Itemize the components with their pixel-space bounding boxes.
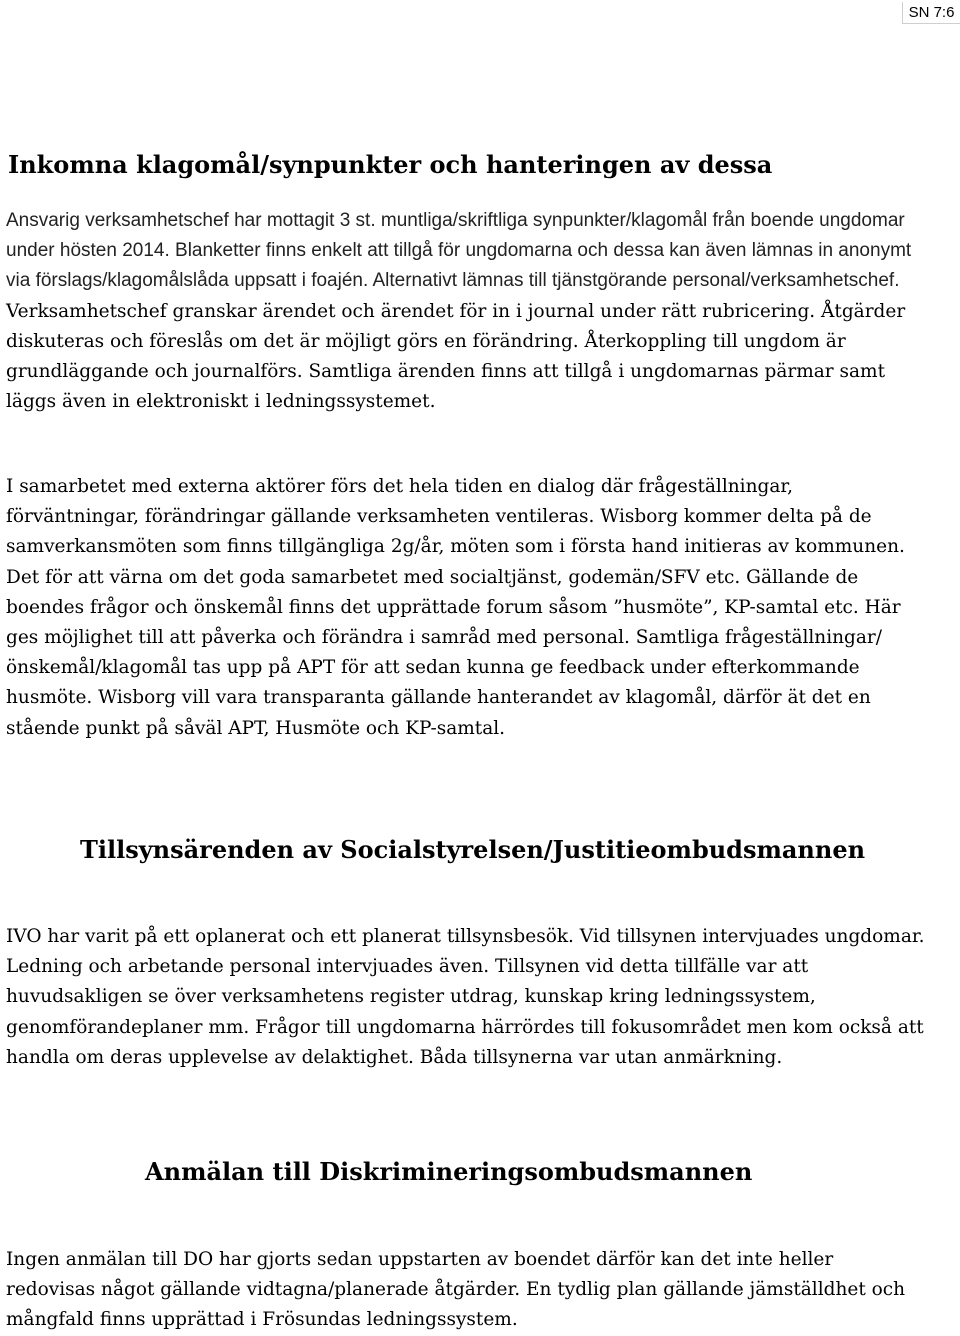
section-heading-discrimination: Anmälan till Diskrimineringsombudsmannen [145, 1157, 753, 1186]
paragraph-external-collaboration: I samarbetet med externa aktörer förs det hela tiden en dialog där frågeställningar, förväntningar, förändringar gällande verksamheten ventileras. Wisborg kommer delta på de samverkansmöten som finns tillgängliga 2g/år, möten som i första hand initieras av kommunen. Det för att värna om det goda samarbetet med socialtjänst, godemän/SFV etc. Gällande de boendes frågor och önskemål finns det upprättade forum såsom ”husmöte”, KP-samtal etc. Här ges möjlighet till att påverka och förändra i samråd med personal. Samtliga frågeställningar/önskemål/klagomål tas upp på APT för att sedan kunna ge feedback under efterkommande husmöte. Wisborg vill vara transparanta gällande hanterandet av klagomål, därför ät det en stående punkt på såväl APT, Husmöte och KP-samtal. [6, 476, 905, 739]
paragraph-ivo-supervision: IVO har varit på ett oplanerat och ett planerat tillsynsbesök. Vid tillsynen intervjuades ungdomar. Ledning och arbetande personal intervjuades även. Tillsynen vid detta tillfälle var att huvudsakligen se över verksamhetens register utdrag, kunskap kring ledningssystem, genomförandeplaner mm. Frågor till ungdomarna härrördes till fokusområdet men kom också att handla om deras upplevelse av delaktighet. Båda tillsynerna var utan anmärkning. [6, 926, 925, 1068]
section-heading-complaints: Inkomna klagomål/synpunkter och hanteringen av dessa [8, 150, 773, 179]
paragraph-complaints-handling-serif-part: Verksamhetschef granskar ärendet och ärendet för in i journal under rätt rubricering. Åtgärder diskuteras och föreslås om det är möjligt görs en förändring. Återkoppling till ungdom är grundläggande och journalförs. Samtliga ärenden finns att tillgå i ungdomarnas pärmar samt läggs även in elektroniskt i ledningssystemet. [6, 300, 906, 413]
paragraph-complaints-handling-sans-part: Ansvarig verksamhetschef har mottagit 3 st. muntliga/skriftliga synpunkter/klagomål från boende ungdomar under hösten 2014. Blanketter finns enkelt att tillgå för ungdomarna och dessa kan även lämnas in anonymt via förslags/klagomålslåda uppsatt i foajén. Alternativt lämnas till tjänstgörande personal/verksamhetschef. [6, 210, 912, 292]
section-heading-supervision: Tillsynsärenden av Socialstyrelsen/Justitieombudsmannen [80, 835, 866, 864]
paragraph-complaints-handling [6, 206, 926, 417]
paragraph-do-report: Ingen anmälan till DO har gjorts sedan uppstarten av boendet därför kan det inte heller redovisas något gällande vidtagna/planerade åtgärder. En tydlig plan gällande jämställdhet och mångfald finns upprättad i Frösundas ledningssystem. [6, 1249, 906, 1331]
page-number-label: SN 7:6 [902, 2, 960, 24]
